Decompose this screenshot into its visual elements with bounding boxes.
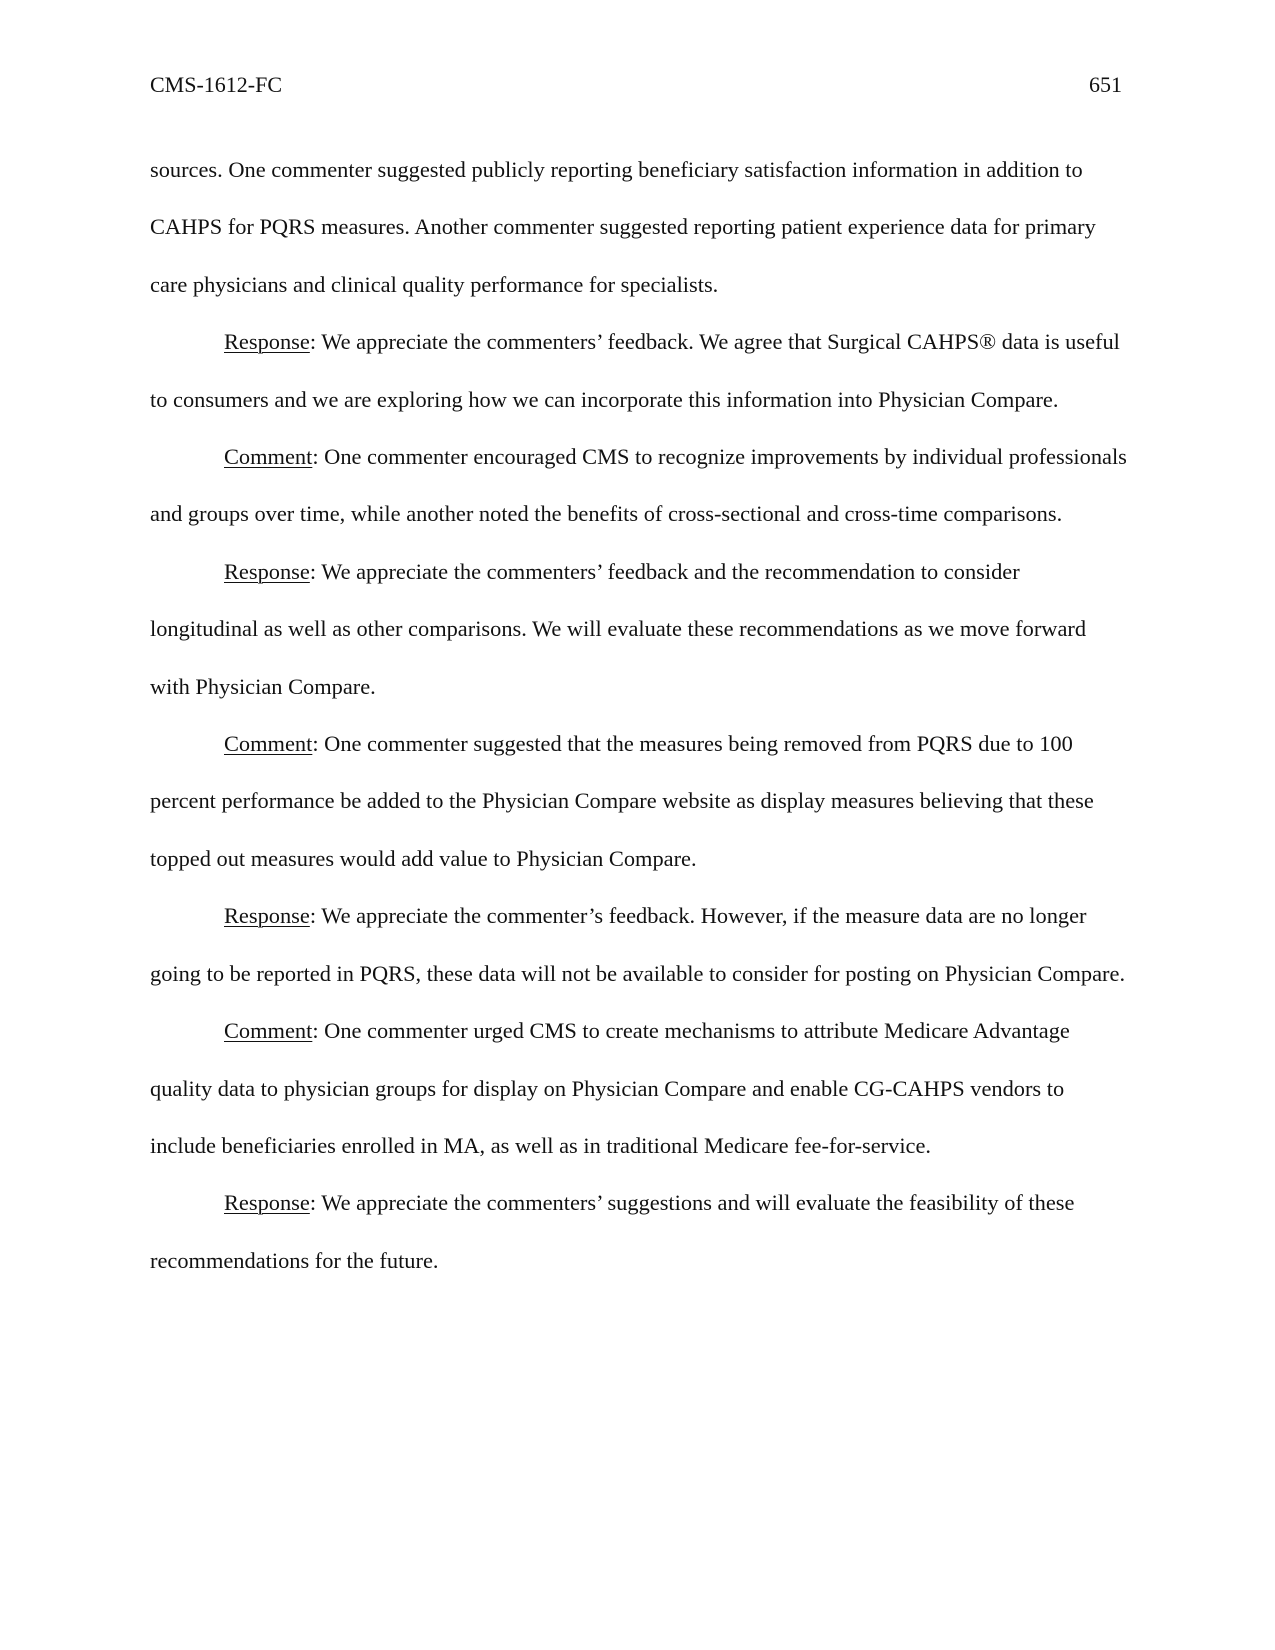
paragraph-continuation bbox=[150, 141, 1128, 313]
paragraph-comment bbox=[150, 428, 1128, 543]
comment-label: Comment bbox=[224, 1018, 313, 1044]
response-label: Response bbox=[224, 329, 310, 355]
paragraph-text: : One commenter suggested that the measures being removed from PQRS due to 100 percent performance be added to the Physician Compare website as display measures believing that these topped out measures would add value to Physician Compare. bbox=[150, 731, 1094, 871]
response-label: Response bbox=[224, 903, 310, 929]
comment-label: Comment bbox=[224, 444, 313, 470]
page-header bbox=[150, 72, 1122, 106]
paragraph-text: : One commenter urged CMS to create mechanisms to attribute Medicare Advantage quality data to physician groups for display on Physician Compare and enable CG-CAHPS vendors to include beneficiaries enrolled in MA, as well as in traditional Medicare fee-for-service. bbox=[150, 1018, 1070, 1158]
paragraph-comment bbox=[150, 1002, 1128, 1174]
paragraph-response bbox=[150, 887, 1128, 1002]
paragraph-response bbox=[150, 313, 1128, 428]
document-id: CMS-1612-FC bbox=[150, 72, 283, 97]
paragraph-response bbox=[150, 1174, 1128, 1289]
paragraph-response bbox=[150, 543, 1128, 715]
response-label: Response bbox=[224, 558, 310, 584]
body-text bbox=[150, 141, 1128, 1289]
paragraph-text: sources. One commenter suggested publicly reporting beneficiary satisfaction information in addition to CAHPS for PQRS measures. Another commenter suggested reporting patient experience data for primary care physicians and clinical quality performance for specialists. bbox=[150, 157, 1096, 297]
paragraph-text: : One commenter encouraged CMS to recognize improvements by individual professionals and groups over time, while another noted the benefits of cross-sectional and cross-time comparisons. bbox=[150, 444, 1127, 527]
paragraph-text: : We appreciate the commenters’ feedback. We agree that Surgical CAHPS® data is useful to consumers and we are exploring how we can incorporate this information into Physician Compare. bbox=[150, 329, 1120, 412]
paragraph-text: : We appreciate the commenter’s feedback. However, if the measure data are no longer going to be reported in PQRS, these data will not be available to consider for posting on Physician Compare. bbox=[150, 903, 1126, 986]
comment-label: Comment bbox=[224, 731, 313, 757]
paragraph-text: : We appreciate the commenters’ suggestions and will evaluate the feasibility of these recommendations for the future. bbox=[150, 1190, 1075, 1273]
paragraph-text: : We appreciate the commenters’ feedback and the recommendation to consider longitudinal as well as other comparisons. We will evaluate these recommendations as we move forward with Physician Compare. bbox=[150, 558, 1087, 699]
response-label: Response bbox=[224, 1190, 310, 1216]
page-number: 651 bbox=[1089, 72, 1122, 97]
paragraph-comment bbox=[150, 715, 1128, 887]
